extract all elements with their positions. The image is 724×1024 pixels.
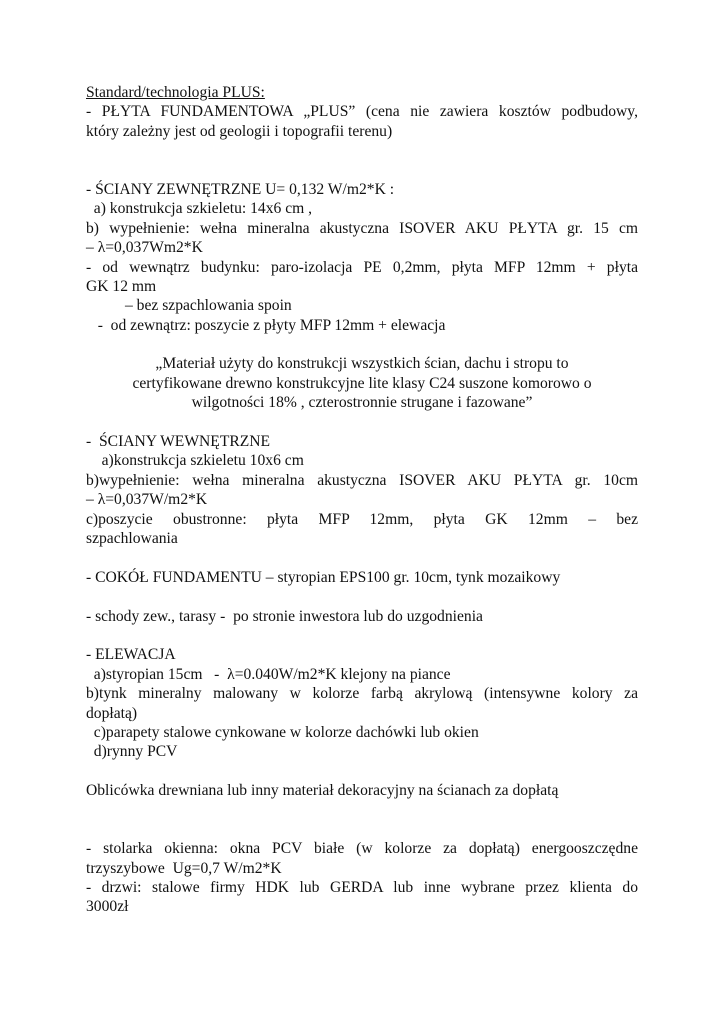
section-heading-internal-walls: - ŚCIANY WEWNĘTRZNE <box>86 433 271 451</box>
spacer <box>86 548 638 567</box>
document-page <box>86 83 638 917</box>
text-line: dopłatą) <box>86 704 138 722</box>
text-line: - stolarka okienna: okna PCV białe (w kolorze za dopłatą) energooszczędne <box>86 840 638 858</box>
text-line: a) konstrukcja szkieletu: 14x6 cm , <box>86 200 313 218</box>
spacer <box>86 762 638 781</box>
document-heading: Standard/technologia PLUS: <box>86 84 265 101</box>
spacer <box>86 800 638 839</box>
section-heading-foundation-plinth: - COKÓŁ FUNDAMENTU – styropian EPS100 gr. 10cm, tynk mozaikowy <box>86 568 561 586</box>
spacer <box>86 141 638 180</box>
spacer <box>86 626 638 645</box>
quote-line: „Materiał użyty do konstrukcji wszystkich ścian, dachu i stropu to <box>155 355 569 373</box>
spacer <box>86 587 638 606</box>
text-line: b)tynk mineralny malowany w kolorze farbą akrylową (intensywne kolory za <box>86 685 638 703</box>
text-line: szpachlowania <box>86 530 178 547</box>
text-line: - od wewnątrz budynku: paro-izolacja PE 0,2mm, płyta MFP 12mm + płyta <box>86 258 638 276</box>
text-line: który zależny jest od geologii i topografii terenu) <box>86 122 393 140</box>
text-line: GK 12 mm <box>86 277 157 295</box>
quote-line: certyfikowane drewno konstrukcyjne lite klasy C24 suszone komorowo o <box>132 374 592 392</box>
section-heading-external-walls: - ŚCIANY ZEWNĘTRZNE U= 0,132 W/m2*K : <box>86 180 395 198</box>
text-line: c)poszycie obustronne: płyta MFP 12mm, płyta GK 12mm – bez <box>86 510 638 528</box>
spacer <box>86 413 638 432</box>
text-line: a)styropian 15cm - λ=0.040W/m2*K klejony na piance <box>86 665 451 683</box>
text-line: - drzwi: stalowe firmy HDK lub GERDA lub inne wybrane przez klienta do <box>86 879 638 897</box>
text-line: trzyszybowe Ug=0,7 W/m2*K <box>86 859 282 877</box>
text-line: 3000zł <box>86 898 129 916</box>
text-line: - PŁYTA FUNDAMENTOWA „PLUS” (cena nie zawiera kosztów podbudowy, <box>86 103 638 121</box>
text-line: – λ=0,037W/m2*K <box>86 491 208 509</box>
text-line: c)parapety stalowe cynkowane w kolorze dachówki lub okien <box>86 723 479 741</box>
spacer <box>86 335 638 354</box>
text-line: d)rynny PCV <box>86 743 178 761</box>
text-line: – bez szpachlowania spoin <box>86 297 292 315</box>
quote-line: wilgotności 18% , czterostronnie strugane i fazowane” <box>191 394 533 412</box>
section-heading-elevation: - ELEWACJA <box>86 646 176 664</box>
text-line: - schody zew., tarasy - po stronie inwestora lub do uzgodnienia <box>86 607 483 625</box>
text-line: a)konstrukcja szkieletu 10x6 cm <box>86 452 304 470</box>
text-line: b)wypełnienie: wełna mineralna akustyczna ISOVER AKU PŁYTA gr. 10cm <box>86 471 638 489</box>
text-line: b) wypełnienie: wełna mineralna akustyczna ISOVER AKU PŁYTA gr. 15 cm <box>86 219 638 237</box>
text-line: – λ=0,037Wm2*K <box>86 239 203 257</box>
text-line: - od zewnątrz: poszycie z płyty MFP 12mm + elewacja <box>86 316 446 334</box>
text-line: Oblicówka drewniana lub inny materiał dekoracyjny na ścianach za dopłatą <box>86 782 559 800</box>
